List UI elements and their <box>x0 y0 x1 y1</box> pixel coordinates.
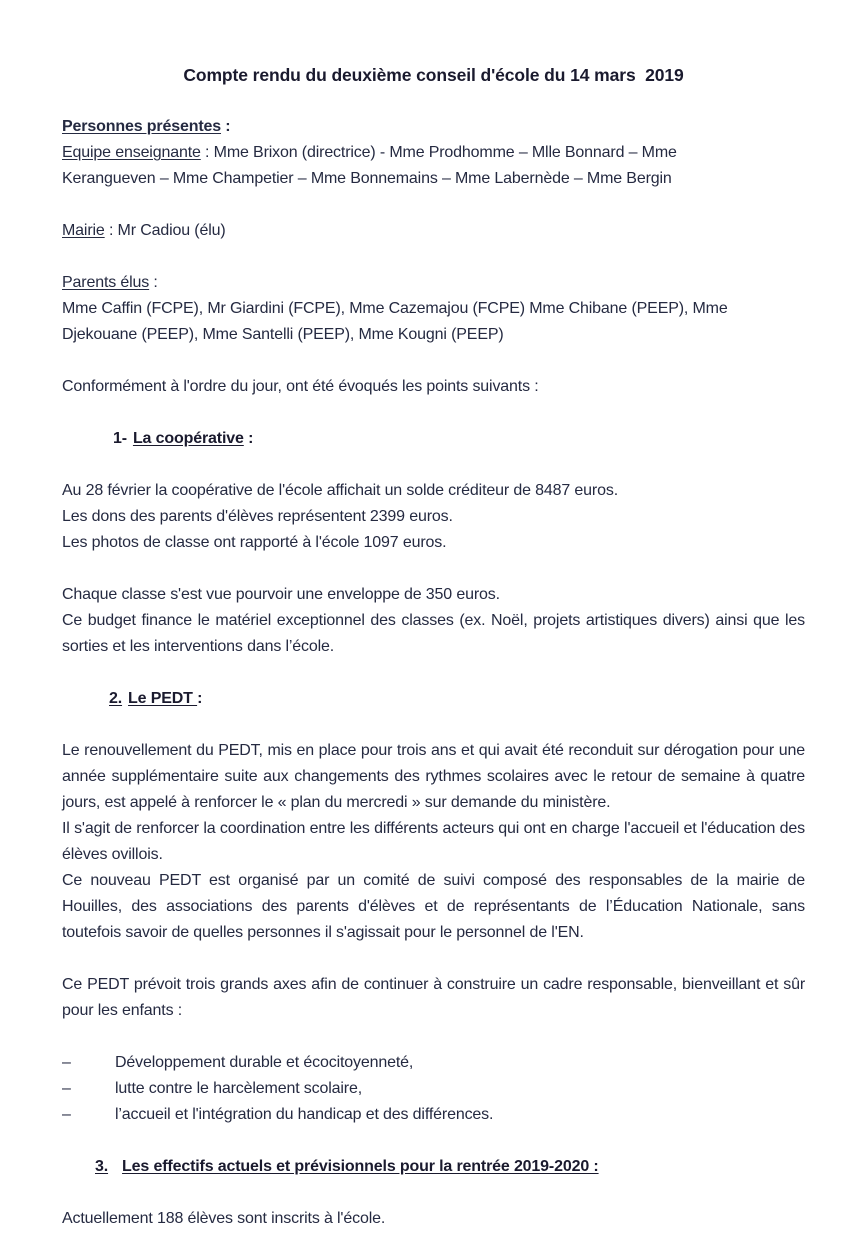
dash-icon: – <box>62 1106 71 1123</box>
spacer <box>62 712 805 738</box>
mairie-label: Mairie <box>62 222 105 239</box>
list-item <box>62 1076 805 1102</box>
spacer <box>62 946 805 972</box>
spacer <box>62 192 805 218</box>
list-item-label: lutte contre le harcèlement scolaire, <box>115 1080 363 1097</box>
section-1-heading <box>62 426 805 452</box>
section-1-suffix: : <box>243 430 254 447</box>
list-item <box>62 1102 805 1128</box>
section-2-paragraph-4: Ce PEDT prévoit trois grands axes afin de continuer à construire un cadre responsable, bienveillant et sûr pour les enfants : <box>62 976 805 1019</box>
teaching-team-label: Equipe enseignante <box>62 144 201 161</box>
spacer <box>62 400 805 426</box>
section-1-p1-line-2: Les dons des parents d'élèves représentent 2399 euros. <box>62 508 453 525</box>
parents-line-1: Mme Caffin (FCPE), Mr Giardini (FCPE), Mme Cazemajou (FCPE) Mme Chibane (PEEP), Mme <box>62 300 728 317</box>
teaching-team-names-line-1: Mme Brixon (directrice) - Mme Prodhomme – Mlle Bonnard – Mme <box>213 144 677 161</box>
spacer <box>62 1024 805 1050</box>
spacer <box>62 556 805 582</box>
mairie-text: : Mr Cadiou (élu) <box>104 222 226 239</box>
teaching-team-separator: : <box>200 144 214 161</box>
section-2-paragraph-3: Ce nouveau PEDT est organisé par un comité de suivi composé des responsables de la mairie de Houilles, des associations des parents d'élèves et de représentants de l’Éducation Nationale, sans toutefois savoir de quelles personnes il s'agissait pour le personnel de l'EN. <box>62 872 805 941</box>
section-3-heading <box>62 1154 805 1180</box>
section-3-title: Les effectifs actuels et prévisionnels pour la rentrée 2019-2020 : <box>122 1158 599 1175</box>
section-2-paragraph-1: Le renouvellement du PEDT, mis en place pour trois ans et qui avait été reconduit sur dérogation pour une année supplémentaire suite aux changements des rythmes scolaires avec le retour de semaine à quatre jours, est appelé à renforcer le « plan du mercredi » sur demande du ministère. <box>62 742 805 811</box>
spacer <box>62 348 805 374</box>
attendees-section-label-line <box>62 114 805 140</box>
section-2-suffix: : <box>197 690 203 707</box>
parents-label: Parents élus <box>62 274 150 291</box>
section-2-paragraph-2: Il s'agit de renforcer la coordination entre les différents acteurs qui ont en charge l'accueil et l'éducation des élèves ovillois. <box>62 820 805 863</box>
spacer <box>62 244 805 270</box>
spacer <box>62 1128 805 1154</box>
section-1-p1-line-1: Au 28 février la coopérative de l'école affichait un solde créditeur de 8487 euros. <box>62 482 618 499</box>
dash-icon: – <box>62 1080 71 1097</box>
section-2-title: Le PEDT <box>128 690 198 707</box>
attendees-section-label: Personnes présentes <box>62 118 222 135</box>
parents-label-suffix: : <box>149 274 158 291</box>
section-1-p2-line-1: Chaque classe s'est vue pourvoir une enveloppe de 350 euros. <box>62 586 500 603</box>
section-2-heading <box>62 686 805 712</box>
section-1-p1-line-3: Les photos de classe ont rapporté à l'école 1097 euros. <box>62 534 447 551</box>
spacer <box>62 660 805 686</box>
spacer <box>62 1180 805 1206</box>
page-title: Compte rendu du deuxième conseil d'école du 14 mars 2019 <box>183 65 684 85</box>
parents-label-line <box>62 270 805 296</box>
list-item <box>62 1050 805 1076</box>
section-3-paragraph-1: Actuellement 188 élèves sont inscrits à l'école. <box>62 1210 386 1227</box>
list-item-label: l’accueil et l'intégration du handicap et des différences. <box>115 1106 494 1123</box>
spacer <box>62 452 805 478</box>
section-2-number: 2. <box>109 690 123 707</box>
section-1-p2-rest: Ce budget finance le matériel exceptionnel des classes (ex. Noël, projets artistiques divers) ainsi que les sorties et les interventions dans l’école. <box>62 612 805 655</box>
document-body <box>62 0 805 1232</box>
parents-line-2: Djekouane (PEEP), Mme Santelli (PEEP), Mme Kougni (PEEP) <box>62 326 504 343</box>
section-1-number: 1- <box>113 430 127 447</box>
list-item-label: Développement durable et écocitoyenneté, <box>115 1054 414 1071</box>
mairie-line <box>62 218 805 244</box>
section-1-title: La coopérative <box>132 430 244 447</box>
attendees-section-label-suffix: : <box>221 118 231 135</box>
section-3-number: 3. <box>95 1158 109 1175</box>
spacer <box>62 88 805 114</box>
intro-paragraph: Conformément à l'ordre du jour, ont été évoqués les points suivants : <box>62 378 539 395</box>
teaching-team-line-1 <box>62 140 805 166</box>
dash-icon: – <box>62 1054 71 1071</box>
teaching-team-line-2: Kerangueven – Mme Champetier – Mme Bonnemains – Mme Labernède – Mme Bergin <box>62 170 672 187</box>
